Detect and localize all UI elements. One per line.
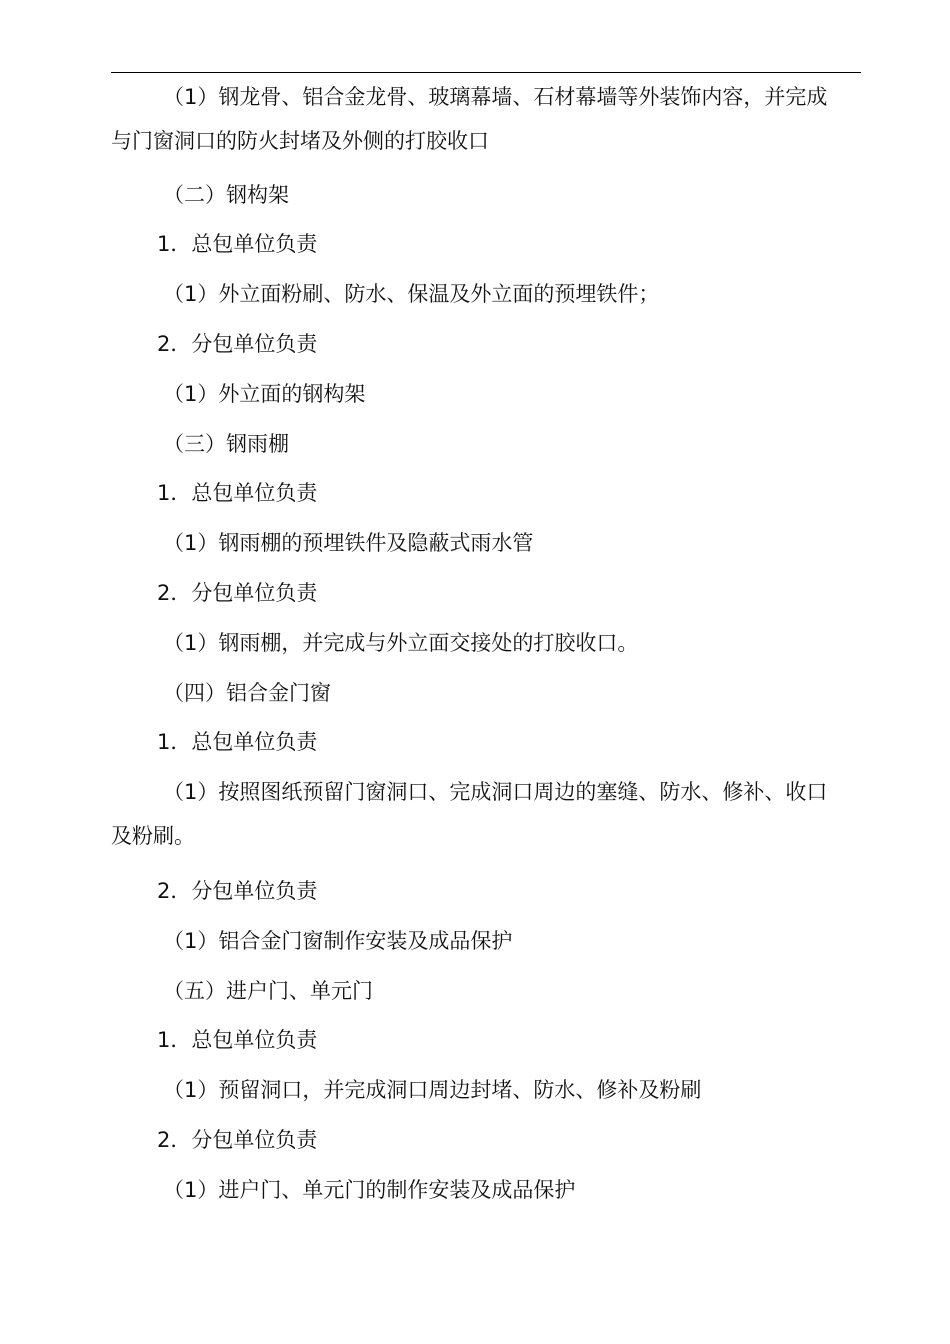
paragraph-line: 与门窗洞口的防火封堵及外侧的打胶收口 (111, 129, 489, 153)
list-item: 1．总包单位负责 (157, 730, 318, 754)
section-heading: （三）钢雨棚 (163, 432, 289, 456)
section-heading: （四）铝合金门窗 (163, 681, 331, 705)
paragraph-line: （1）钢龙骨、铝合金龙骨、玻璃幕墙、石材幕墙等外装饰内容，并完成 (163, 85, 828, 109)
list-item: 1．总包单位负责 (157, 1028, 318, 1052)
list-item: （1）预留洞口，并完成洞口周边封堵、防水、修补及粉刷 (163, 1078, 702, 1102)
section-heading: （二）钢构架 (163, 183, 289, 207)
paragraph-line: 及粉刷。 (111, 824, 195, 848)
list-item: 2．分包单位负责 (157, 332, 318, 356)
list-item: 2．分包单位负责 (157, 879, 318, 903)
list-item: （1）进户门、单元门的制作安装及成品保护 (163, 1178, 576, 1202)
list-item: 2．分包单位负责 (157, 1128, 318, 1152)
section-heading: （五）进户门、单元门 (163, 979, 373, 1003)
list-item: （1）外立面粉刷、防水、保温及外立面的预埋铁件； (163, 282, 660, 306)
list-item: （1）钢雨棚的预埋铁件及隐蔽式雨水管 (163, 531, 534, 555)
list-item: （1）铝合金门窗制作安装及成品保护 (163, 929, 513, 953)
list-item: （1）钢雨棚，并完成与外立面交接处的打胶收口。 (163, 631, 639, 655)
paragraph-line: （1）按照图纸预留门窗洞口、完成洞口周边的塞缝、防水、修补、收口 (163, 780, 828, 804)
list-item: 1．总包单位负责 (157, 232, 318, 256)
list-item: 2．分包单位负责 (157, 581, 318, 605)
list-item: 1．总包单位负责 (157, 481, 318, 505)
list-item: （1）外立面的钢构架 (163, 382, 366, 406)
